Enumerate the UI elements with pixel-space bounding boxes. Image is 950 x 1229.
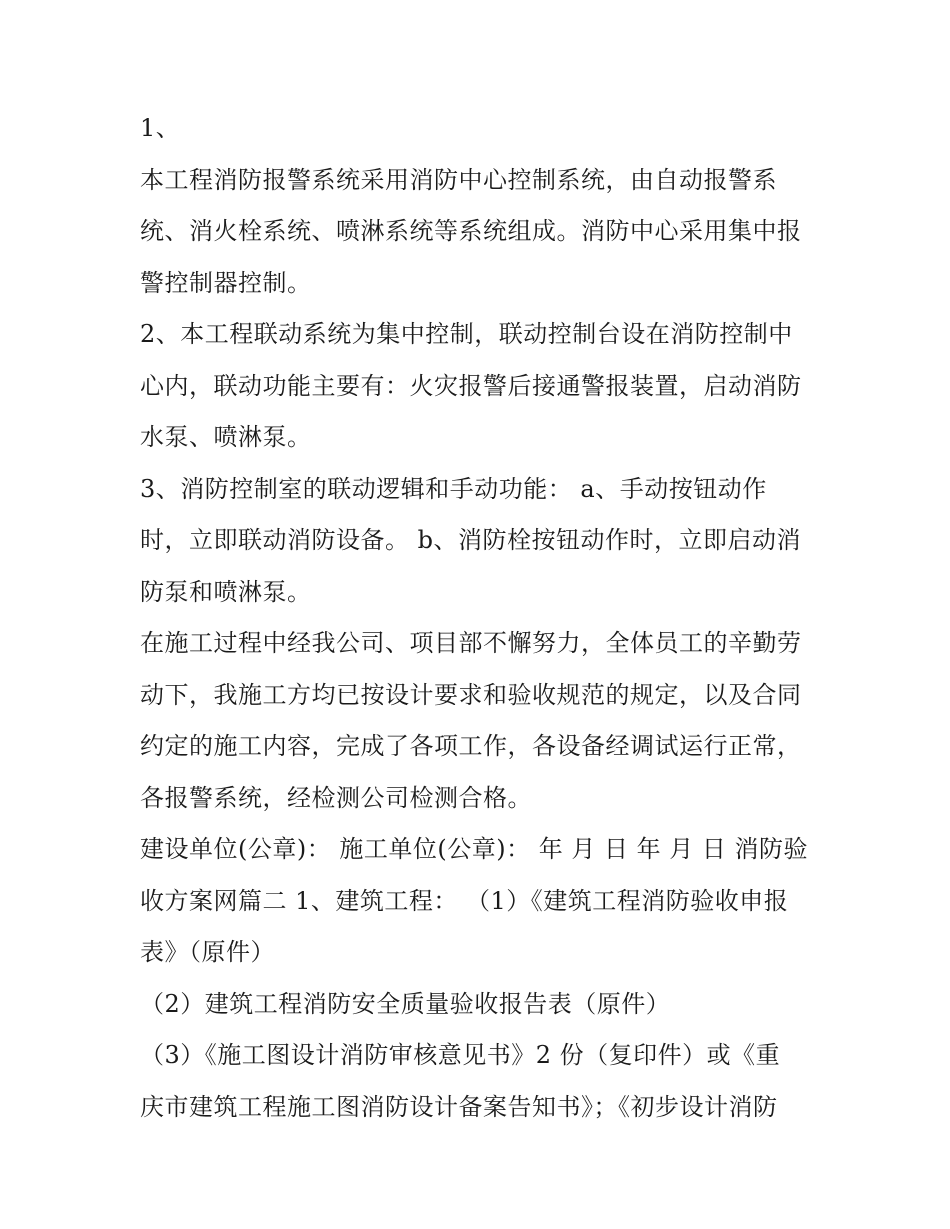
text-line-16: 收方案网篇二 1、建筑工程： （1）《建筑工程消防验收申报 <box>140 886 789 915</box>
text-line-6: 心内，联动功能主要有：火灾报警后接通警报装置，启动消防 <box>140 371 802 400</box>
text-line-3: 统、消火栓系统、喷淋系统等系统组成。消防中心采用集中报 <box>140 217 802 245</box>
text-line-5: 2、本工程联动系统为集中控制，联动控制台设在消防控制中 <box>140 320 793 348</box>
text-line-20: 庆市建筑工程施工图消防设计备案告知书》；《初步设计消防 <box>140 1092 778 1121</box>
document-page <box>140 103 820 1133</box>
text-line-11: 在施工过程中经我公司、项目部不懈努力，全体员工的辛勤劳 <box>140 629 802 657</box>
text-line-10: 防泵和喷淋泵。 <box>140 577 312 606</box>
text-line-14: 各报警系统，经检测公司检测合格。 <box>140 783 532 812</box>
text-line-9: 时，立即联动消防设备。 b、消防栓按钮动作时，立即启动消 <box>140 526 801 554</box>
text-line-18: （2）建筑工程消防安全质量验收报告表（原件） <box>140 989 671 1018</box>
text-line-19: （3）《施工图设计消防审核意见书》2 份（复印件）或《重 <box>140 1041 781 1069</box>
text-line-15: 建设单位(公章)： 施工单位(公章)： 年 月 日 年 月 日 消防验 <box>140 835 808 863</box>
text-line-2: 本工程消防报警系统采用消防中心控制系统，由自动报警系 <box>140 165 777 194</box>
text-line-4: 警控制器控制。 <box>140 268 312 297</box>
text-line-8: 3、消防控制室的联动逻辑和手动功能： a、手动按钮动作 <box>140 474 767 503</box>
text-line-7: 水泵、喷淋泵。 <box>140 423 312 451</box>
text-line-12: 动下，我施工方均已按设计要求和验收规范的规定，以及合同 <box>140 680 802 709</box>
text-line-17: 表》（原件） <box>140 938 275 966</box>
text-line-1: 1、 <box>140 114 181 142</box>
text-line-13: 约定的施工内容，完成了各项工作，各设备经调试运行正常， <box>140 732 802 760</box>
